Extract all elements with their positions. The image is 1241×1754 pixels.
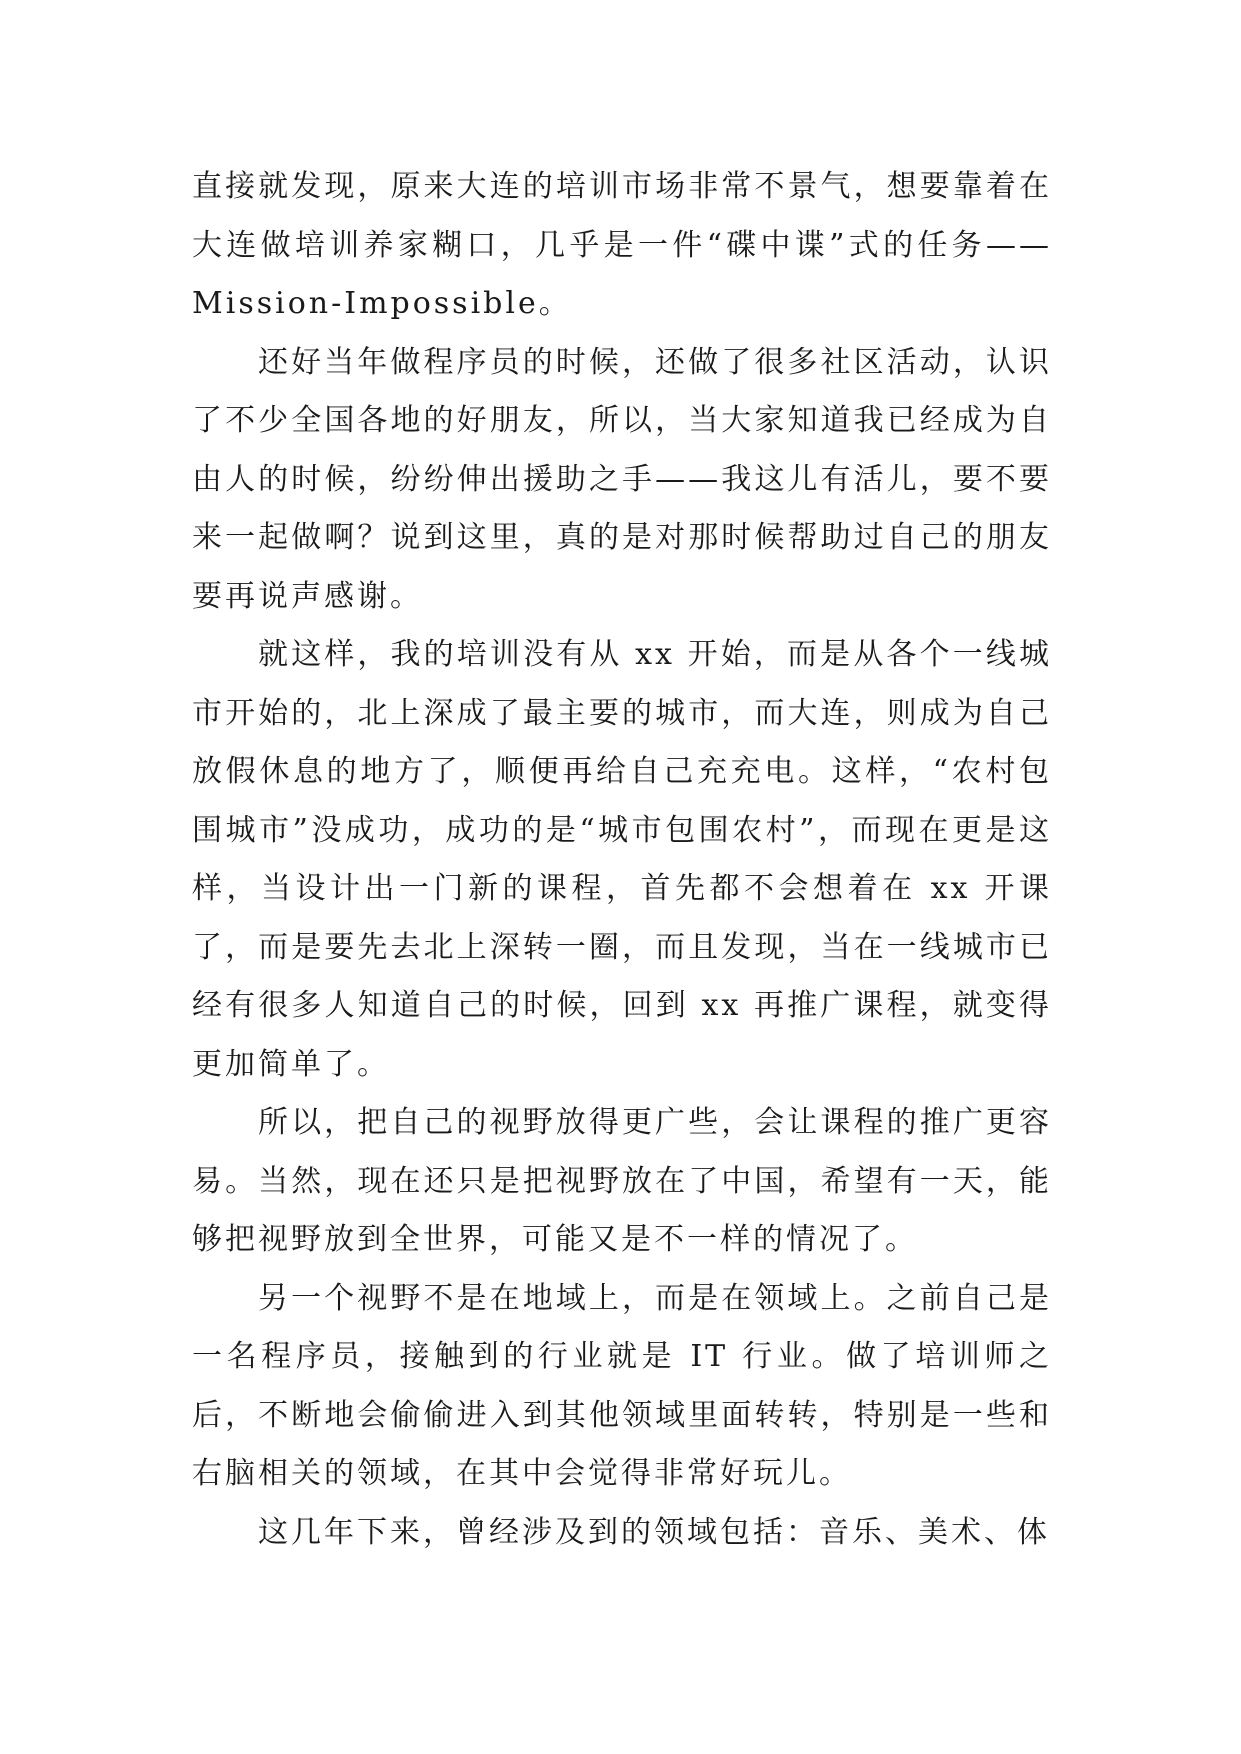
paragraph-2: 还好当年做程序员的时候，还做了很多社区活动，认识了不少全国各地的好朋友，所以，当大家知道我已经成为自由人的时候，纷纷伸出援助之手——我这儿有活儿，要不要来一起做啊？说到这里，真的是对那时候帮助过自己的朋友要再说声感谢。 — [192, 344, 1052, 614]
paragraph-1: 直接就发现，原来大连的培训市场非常不景气，想要靠着在大连做培训养家糊口，几乎是一件“碟中谍”式的任务——Mission-Impossible。 — [192, 169, 1052, 321]
paragraph-5: 另一个视野不是在地域上，而是在领域上。之前自己是一名程序员，接触到的行业就是 IT 行业。做了培训师之后，不断地会偷偷进入到其他领域里面转转，特别是一些和右脑相关的领域，在其中会觉得非常好玩儿。 — [192, 1280, 1052, 1491]
paragraph-3: 就这样，我的培训没有从 xx 开始，而是从各个一线城市开始的，北上深成了最主要的城市，而大连，则成为自己放假休息的地方了，顺便再给自己充充电。这样，“农村包围城市”没成功，成功的是“城市包围农村”，而现在更是这样，当设计出一门新的课程，首先都不会想着在 xx 开课了，而是要先去北上深转一圈，而且发现，当在一线城市已经有很多人知道自己的时候，回到 xx 再推广课程，就变得更加简单了。 — [192, 637, 1052, 1082]
paragraph-6: 这几年下来，曾经涉及到的领域包括：音乐、美术、体 — [258, 1514, 1050, 1550]
body-text — [192, 158, 1052, 1562]
paragraph-4: 所以，把自己的视野放得更广些，会让课程的推广更容易。当然，现在还只是把视野放在了中国，希望有一天，能够把视野放到全世界，可能又是不一样的情况了。 — [192, 1105, 1052, 1257]
